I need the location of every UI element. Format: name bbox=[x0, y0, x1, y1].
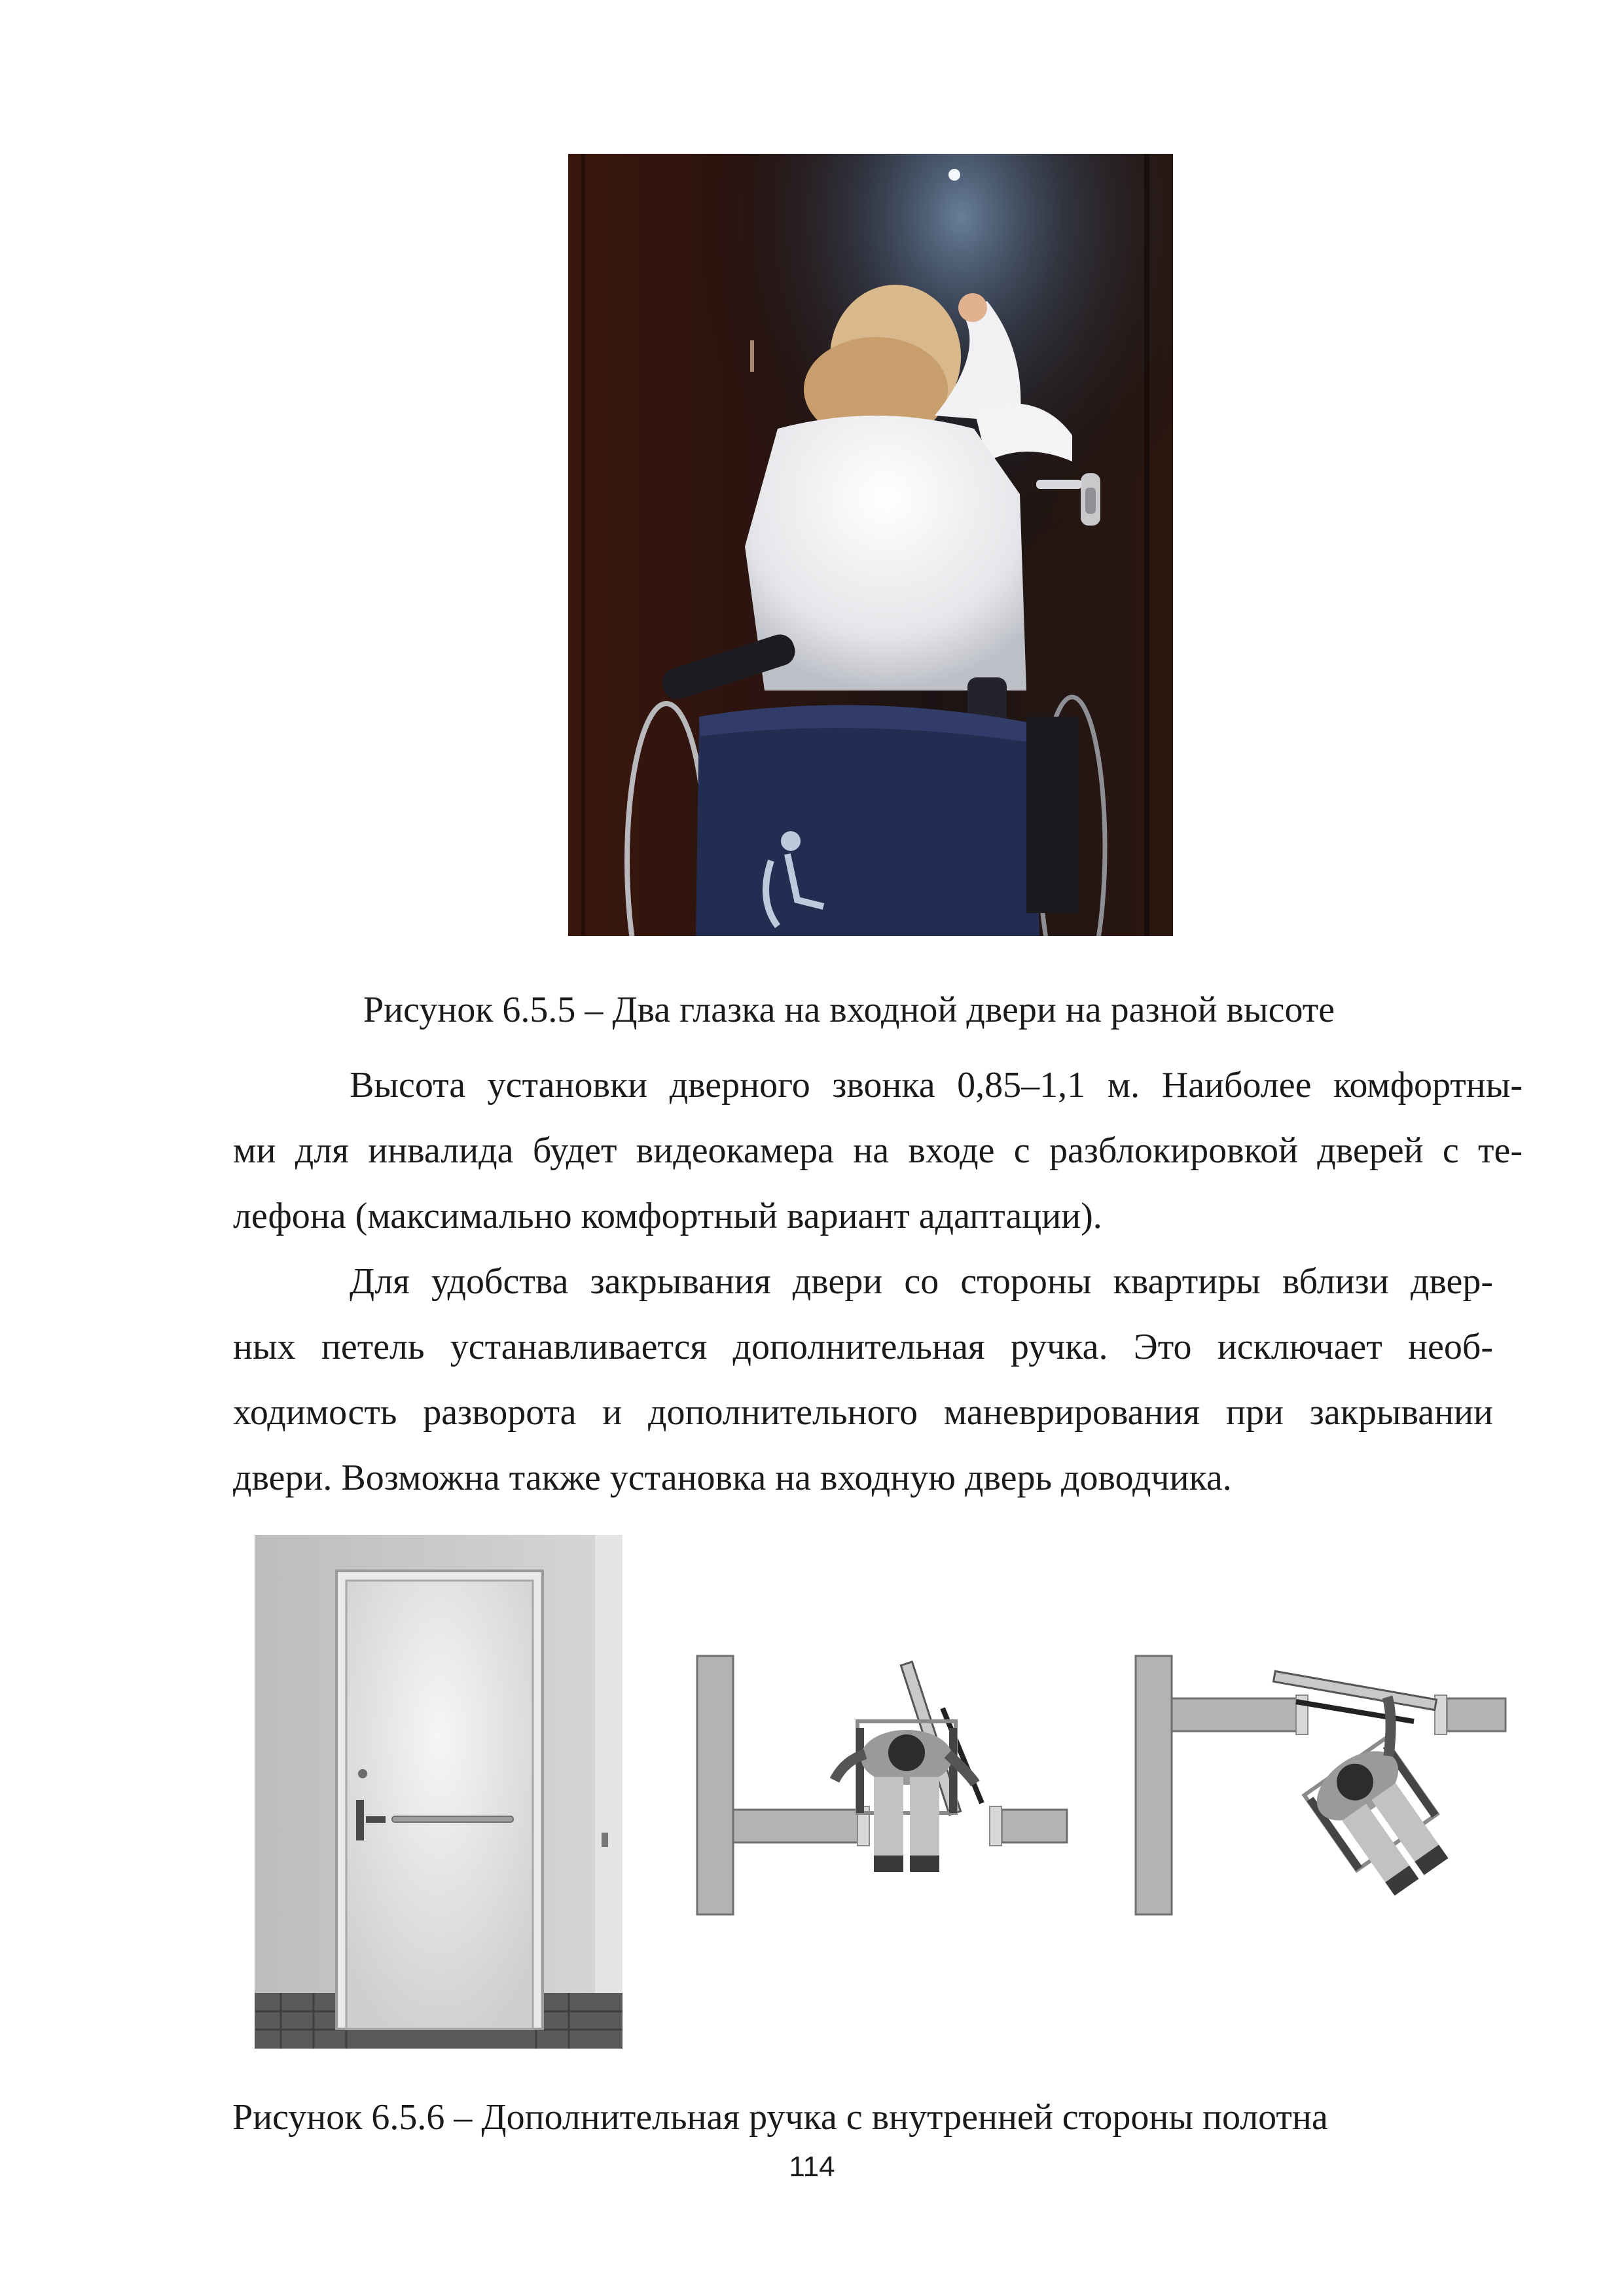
paragraph-extra-handle bbox=[233, 1249, 1493, 1511]
figure-caption-6-5-6: Рисунок 6.5.6 – Дополнительная ручка с внутренней стороны полотна bbox=[232, 2097, 1328, 2138]
door-with-bar-handle-photo bbox=[255, 1535, 623, 2049]
page-number: 114 bbox=[789, 2151, 835, 2183]
paragraph-line: ных петель устанавливается дополнительная ручка. Это исключает необ- bbox=[233, 1327, 1493, 1367]
paragraph-line: ходимость разворота и дополнительного маневрирования при закрывании bbox=[233, 1392, 1493, 1433]
paragraph-line: двери. Возможна также установка на входную дверь доводчика. bbox=[233, 1458, 1232, 1498]
photo-wheelchair-user-at-door bbox=[568, 154, 1173, 936]
wheelchair-user-at-door-photo bbox=[568, 154, 1173, 936]
paragraph-doorbell-height bbox=[233, 1052, 1523, 1249]
diagram-wheelchair-turning bbox=[1132, 1649, 1512, 1924]
figure-caption-6-5-5: Рисунок 6.5.5 – Два глазка на входной двери на разной высоте bbox=[363, 990, 1335, 1030]
wheelchair-closing-door-diagram bbox=[694, 1649, 1074, 1924]
paragraph-line: лефона (максимально комфортный вариант адаптации). bbox=[233, 1196, 1102, 1236]
paragraph-line: Для удобства закрывания двери со стороны квартиры вблизи двер- bbox=[350, 1261, 1493, 1302]
wheelchair-turning-diagram bbox=[1132, 1649, 1512, 1924]
paragraph-line: ми для инвалида будет видеокамера на входе с разблокировкой дверей с те- bbox=[233, 1130, 1523, 1171]
paragraph-line: Высота установки дверного звонка 0,85–1,1 м. Наиболее комфортны- bbox=[350, 1065, 1523, 1105]
photo-door-with-bar-handle bbox=[255, 1535, 623, 2049]
diagram-wheelchair-closing-door bbox=[694, 1649, 1074, 1924]
